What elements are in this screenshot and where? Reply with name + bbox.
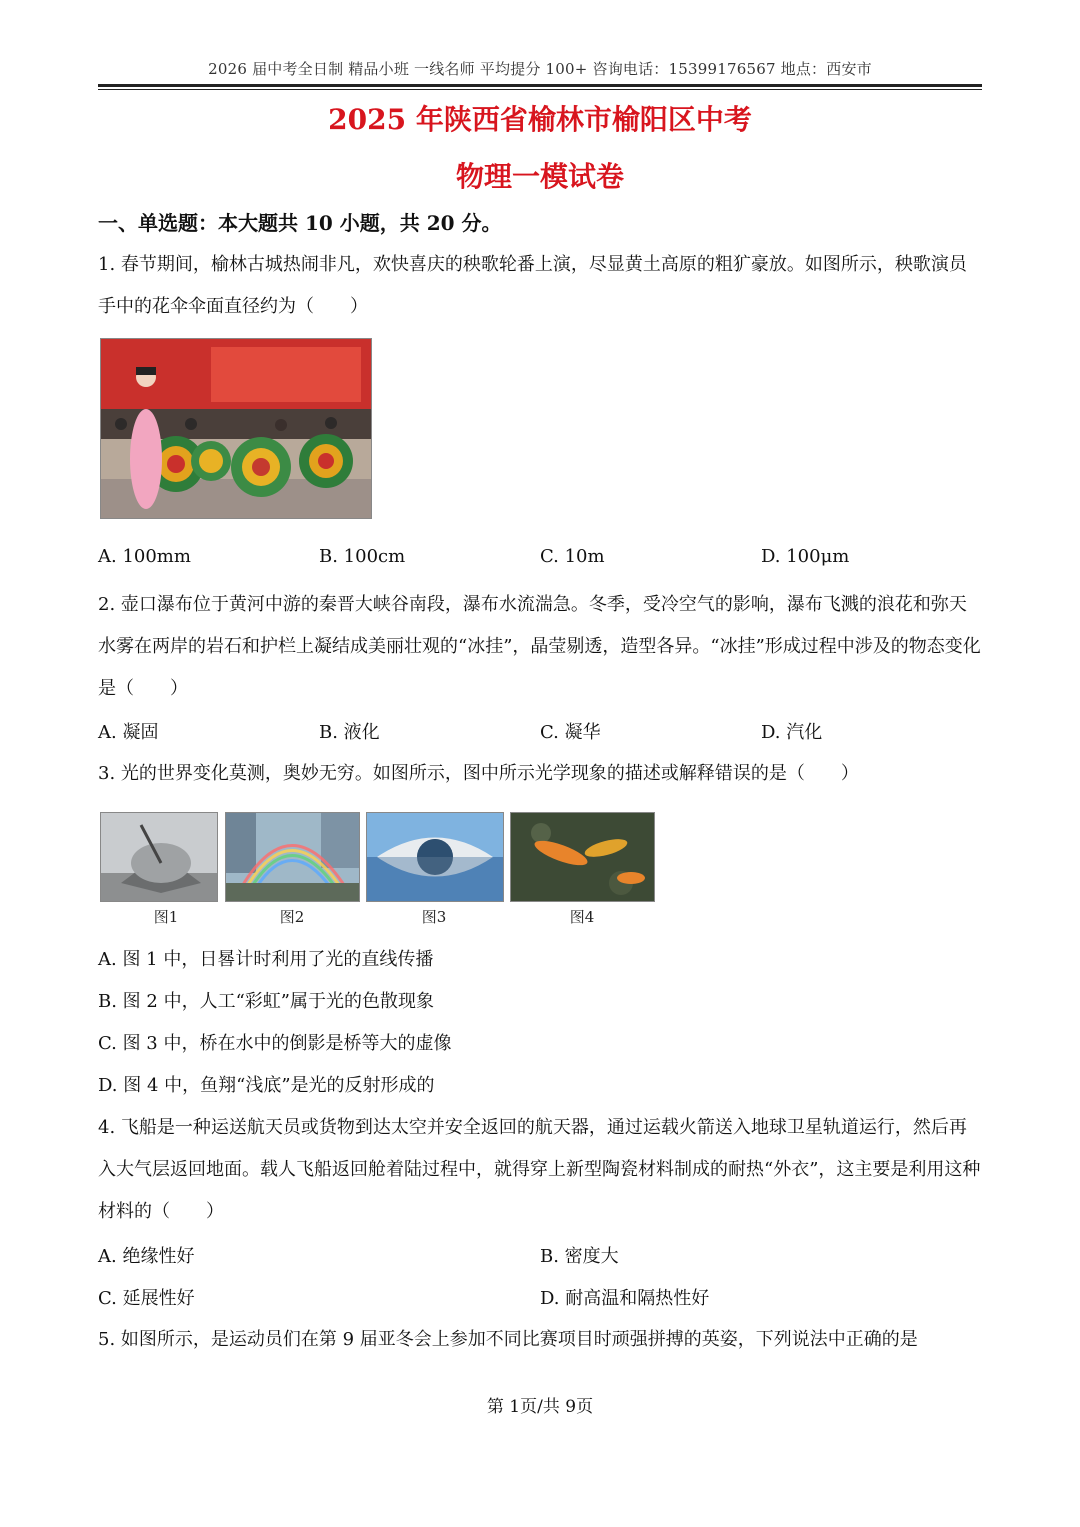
figure-4-label: 图4: [569, 908, 595, 926]
q4-option-c: C. 延展性好: [98, 1288, 195, 1309]
question-4-text: 4. 飞船是一种运送航天员或货物到达太空并安全返回的航天器，通过运载火箭送入地球卫星轨道运行，然后再入大气层返回地面。载人飞船返回舱着陆过程中，就得穿上新型陶瓷材料制成的耐热“外衣”，这主要是利用这种材料的（ ）: [98, 1117, 981, 1222]
artificial-rainbow-photo: [225, 812, 360, 902]
sundial-photo: [100, 812, 218, 902]
exam-title-line1: 2025 年陕西省榆林市榆阳区中考: [328, 103, 752, 136]
q4-option-d: D. 耐高温和隔热性好: [540, 1288, 710, 1309]
question-5-text: 5. 如图所示，是运动员们在第 9 届亚冬会上参加不同比赛项目时顽强拼搏的英姿，下列说法中正确的是: [98, 1329, 918, 1350]
q1-option-a: A. 100mm: [98, 546, 191, 567]
q2-option-d: D. 汽化: [761, 722, 823, 743]
header-banner: 2026 届中考全日制 精品小班 一线名师 平均提分 100+ 咨询电话：15399176567 地点：西安市: [208, 60, 872, 78]
question-1-text: 1. 春节期间，榆林古城热闹非凡，欢快喜庆的秧歌轮番上演，尽显黄土高原的粗犷豪放。如图所示，秧歌演员手中的花伞伞面直径约为（ ）: [98, 254, 967, 317]
figure-3-label: 图3: [421, 908, 447, 926]
fish-in-water-photo: [510, 812, 655, 902]
q3-option-b: B. 图 2 中，人工“彩虹”属于光的色散现象: [98, 991, 434, 1012]
q2-option-b: B. 液化: [319, 722, 380, 743]
header-rule-thick: [98, 84, 982, 87]
section-heading: 一、单选题：本大题共 10 小题，共 20 分。: [98, 211, 502, 235]
q1-option-b: B. 100cm: [319, 546, 406, 567]
q3-option-c: C. 图 3 中，桥在水中的倒影是桥等大的虚像: [98, 1033, 452, 1054]
q2-option-c: C. 凝华: [540, 722, 601, 743]
figure-1-label: 图1: [153, 908, 179, 926]
page-number: 第 1页/共 9页: [486, 1397, 594, 1417]
question-2-text: 2. 壶口瀑布位于黄河中游的秦晋大峡谷南段，瀑布水流湍急。冬季，受冷空气的影响，瀑布飞溅的浪花和弥天水雾在两岸的岩石和护栏上凝结成美丽壮观的“冰挂”，晶莹剔透，造型各异。“冰挂”形成过程中涉及的物态变化是（ ）: [98, 594, 981, 699]
header-rule-thin: [98, 89, 982, 90]
q4-option-b: B. 密度大: [540, 1246, 619, 1267]
yangge-dance-photo: [100, 338, 372, 519]
q4-option-a: A. 绝缘性好: [98, 1246, 195, 1267]
exam-title-line2: 物理一模试卷: [455, 160, 624, 193]
bridge-reflection-photo: [366, 812, 504, 902]
figure-2-label: 图2: [279, 908, 305, 926]
q1-option-c: C. 10m: [540, 546, 605, 567]
q1-option-d: D. 100μm: [761, 546, 850, 567]
q3-option-a: A. 图 1 中，日晷计时利用了光的直线传播: [98, 949, 434, 970]
question-3-text: 3. 光的世界变化莫测，奥妙无穷。如图所示，图中所示光学现象的描述或解释错误的是（ ）: [98, 763, 859, 784]
q3-option-d: D. 图 4 中，鱼翔“浅底”是光的反射形成的: [98, 1075, 435, 1096]
q2-option-a: A. 凝固: [98, 722, 159, 743]
